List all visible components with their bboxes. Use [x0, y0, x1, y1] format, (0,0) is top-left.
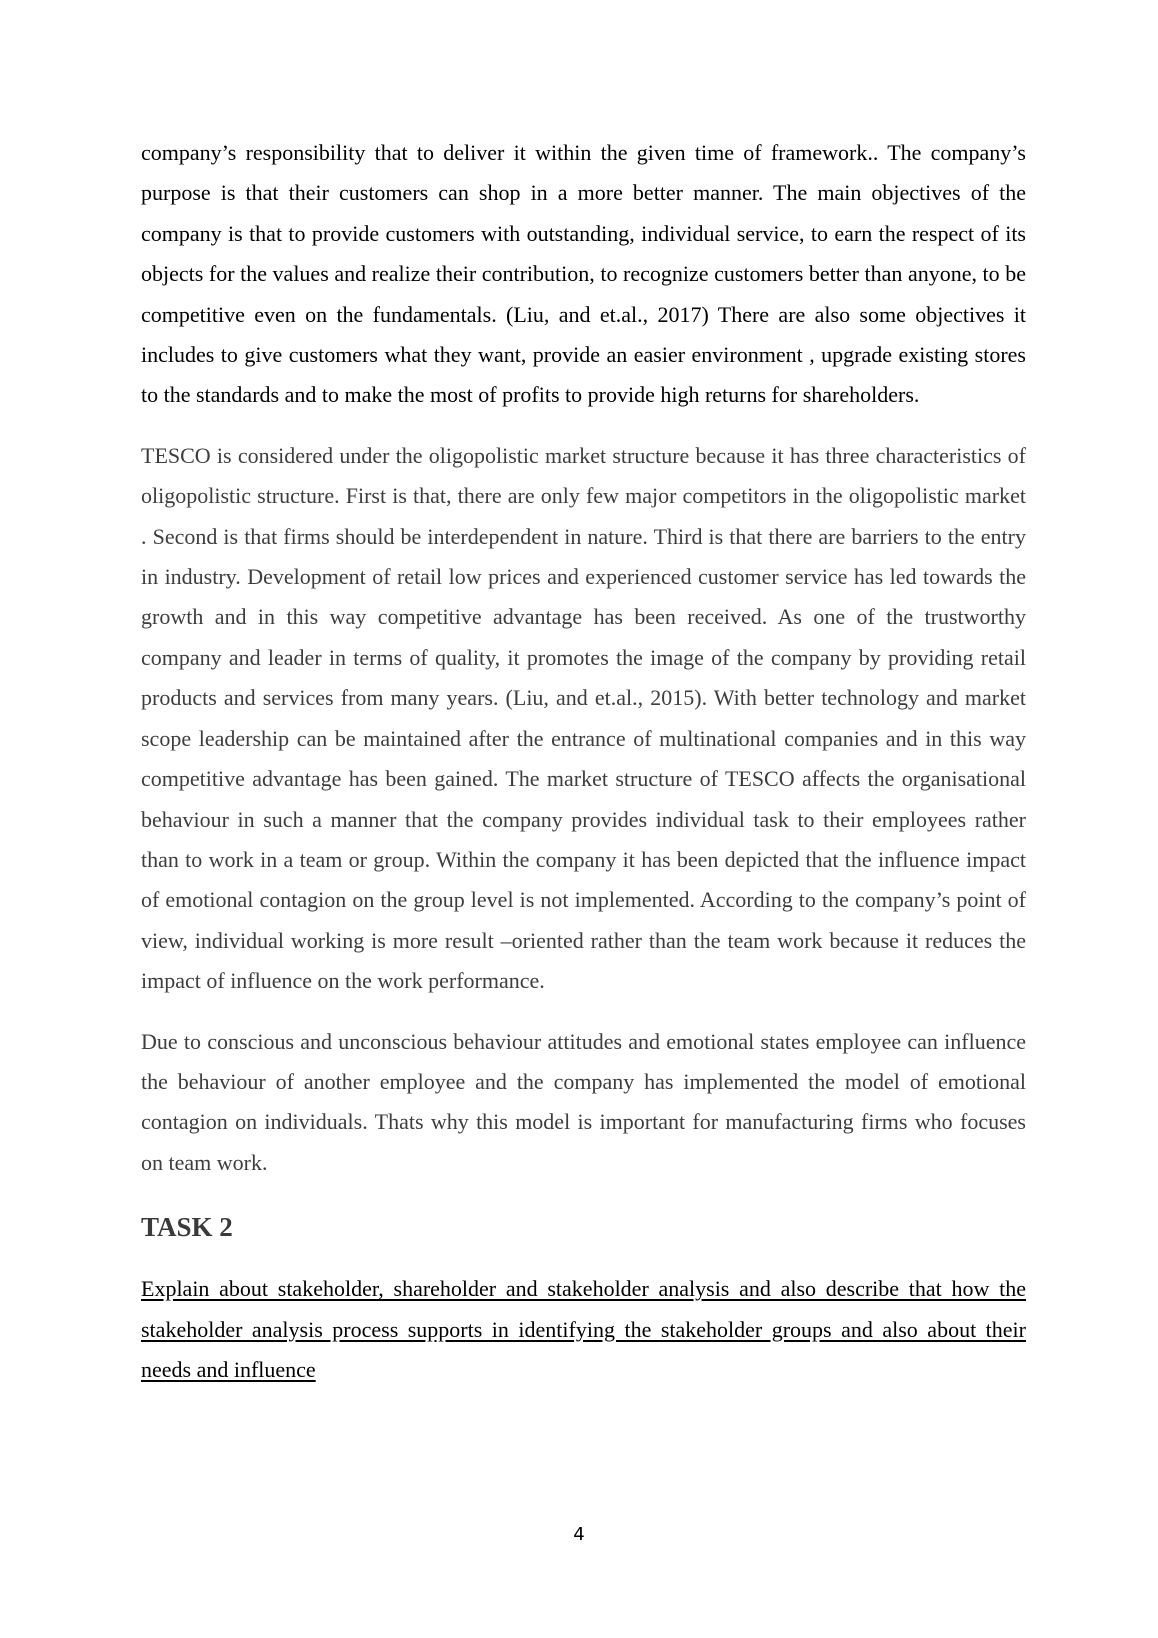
page-content	[141, 133, 1026, 1390]
paragraph-company-objectives: company’s responsibility that to deliver it within the given time of framework.. The company’s purpose is that their customers can shop in a more better manner. The main objectives of the company is that to provide customers with outstanding, individual service, to earn the respect of its objects for the values and realize their contribution, to recognize customers better than anyone, to be competitive even on the fundamentals. (Liu, and et.al., 2017) There are also some objectives it includes to give customers what they want, provide an easier environment , upgrade existing stores to the standards and to make the most of profits to provide high returns for shareholders.	[141, 140, 1026, 408]
page-number: 4	[573, 1524, 585, 1545]
paragraph-market-structure: TESCO is considered under the oligopolistic market structure because it has three characteristics of oligopolistic structure. First is that, there are only few major competitors in the oligopolistic market . Second is that firms should be interdependent in nature. Third is that there are barriers to the entry in industry. Development of retail low prices and experienced customer service has led towards the growth and in this way competitive advantage has been received. As one of the trustworthy company and leader in terms of quality, it promotes the image of the company by providing retail products and services from many years. (Liu, and et.al., 2015). With better technology and market scope leadership can be maintained after the entrance of multinational companies and in this way competitive advantage has been gained. The market structure of TESCO affects the organisational behaviour in such a manner that the company provides individual task to their employees rather than to work in a team or group. Within the company it has been depicted that the influence impact of emotional contagion on the group level is not implemented. According to the company’s point of view, individual working is more result –oriented rather than the team work because it reduces the impact of influence on the work performance.	[141, 442, 1026, 994]
paragraph-emotional-contagion: Due to conscious and unconscious behaviour attitudes and emotional states employee can influence the behaviour of another employee and the company has implemented the model of emotional contagion on individuals. Thats why this model is important for manufacturing firms who focuses on team work.	[141, 1028, 1026, 1175]
task-heading: TASK 2	[141, 1212, 233, 1243]
task-question: Explain about stakeholder, shareholder and stakeholder analysis and also describe that how the stakeholder analysis process supports in identifying the stakeholder groups and also about their needs and influence	[141, 1276, 1026, 1382]
